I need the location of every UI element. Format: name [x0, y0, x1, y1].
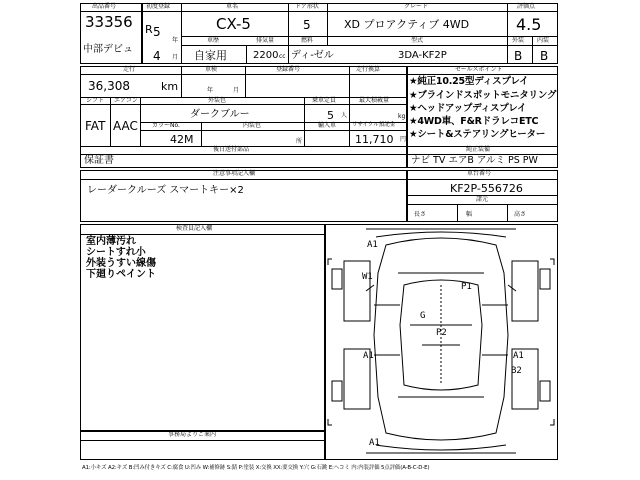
inspection-year-unit: 年	[207, 87, 214, 94]
ac-value: AAC	[113, 119, 138, 133]
doors-value: 5	[303, 18, 311, 32]
grade-value: XD プロアクティブ 4WD	[344, 18, 470, 31]
grade-label: グレード	[404, 3, 429, 10]
score-label: 評価点	[517, 3, 536, 10]
color-no-value: 42M	[170, 133, 194, 146]
displacement-unit: cc	[279, 53, 286, 60]
chassis-label: 車台番号	[467, 170, 492, 177]
damage-mark: A1	[369, 438, 380, 448]
equip-label: 純正装備	[466, 146, 491, 153]
equip-value: ナビ TV エアB アルミ PS PW	[411, 155, 538, 166]
shift-value: FAT	[85, 119, 106, 133]
car-diagram	[325, 224, 558, 460]
inspector-line: 室内薄汚れ	[86, 236, 136, 247]
usage-label: 車歴	[207, 37, 220, 44]
car-name-label: 車名	[226, 3, 239, 10]
year-value: 5	[153, 25, 161, 39]
mileage-value: 36,308	[88, 79, 130, 93]
damage-mark: W1	[362, 272, 373, 282]
damage-mark: P2	[436, 328, 447, 338]
chassis-value: KF2P-556726	[450, 182, 523, 195]
sales-point-item: ★ヘッドアップディスプレイ	[409, 103, 527, 114]
inspector-line: 下廻りペイント	[86, 269, 156, 280]
mile-check-label: 走行換算	[356, 66, 381, 73]
mileage-unit: km	[161, 80, 179, 93]
first-reg-label: 初度登録	[146, 3, 171, 10]
sales-point-item: ★4WD車、F&RドラレコETC	[409, 116, 539, 127]
extras-label: 後日送付部品	[213, 146, 250, 153]
inspector-label: 検査員記入欄	[176, 225, 213, 232]
office-label: 事務局よりご案内	[168, 431, 217, 438]
displacement-label: 排気量	[256, 37, 275, 44]
recycle-unit: 円	[400, 136, 407, 143]
inspection-month-unit: 月	[233, 87, 240, 94]
inspector-line: シートすれ小	[86, 247, 146, 258]
capacity-label: 乗車定員	[312, 97, 337, 104]
inspector-line: 外装うすい線傷	[86, 258, 156, 269]
lot-number: 33356	[85, 13, 133, 31]
debut-label: 中部デビュ	[83, 44, 133, 55]
dims-label: 諸元	[476, 196, 489, 203]
car-name: CX-5	[216, 15, 251, 33]
exterior-color: ダークブルー	[190, 109, 250, 120]
exterior-color-label: 外装色	[208, 97, 227, 104]
fuel-value: ディ-ゼル	[291, 50, 334, 61]
car-outline-drawing	[326, 225, 557, 459]
displacement-value: 2200	[253, 50, 279, 61]
recycle-value: 11,710	[355, 133, 394, 146]
legend-text: A1:小キズ A2:キズ B:凹み付きキズ C:腐食 U:凹み W:補修跡 S:錆 P:塗装 X:交換 XX:要交換 Y:穴 G:石跳 E:ヘコミ 内:内装評価 5点評価(A-B-C-D-E)	[82, 465, 430, 471]
era: R	[145, 23, 153, 36]
import-unit: 所	[296, 138, 303, 145]
max-load-label: 最大積載量	[359, 97, 390, 104]
notes-text: レーダークルーズ スマートキー×2	[87, 185, 244, 196]
exterior-grade-label: 外装	[512, 37, 525, 44]
sales-point-item: ★純正10.25型ディスプレイ	[409, 76, 529, 87]
damage-mark: A1	[363, 351, 374, 361]
sales-point-item: ★シート&ステアリングヒーター	[409, 129, 546, 140]
length-label: 長さ	[414, 211, 427, 218]
month-value: 4	[153, 49, 161, 63]
width-label: 幅	[466, 211, 473, 218]
recycle-label: リサイクル預託金	[352, 122, 396, 128]
height-label: 高さ	[514, 211, 527, 218]
shift-label: シフト	[86, 97, 105, 104]
exterior-grade: B	[514, 49, 523, 63]
model-label: 型式	[411, 37, 424, 44]
ac-label: エアコン	[114, 97, 138, 104]
mileage-label: 走行	[123, 66, 136, 73]
usage-value: 自家用	[194, 49, 227, 62]
model-value: 3DA-KF2P	[398, 50, 447, 61]
damage-mark: A1	[513, 351, 524, 361]
capacity-unit: 人	[341, 112, 348, 119]
doors-label: ドア形状	[295, 3, 319, 10]
interior-grade: B	[540, 49, 549, 63]
month-unit: 月	[172, 54, 179, 61]
reg-no-label: 登録番号	[276, 66, 301, 73]
sales-point-item: ★ブラインドスポットモニタリング	[409, 90, 557, 101]
damage-mark: G	[420, 311, 426, 321]
interior-grade-label: 内装	[537, 37, 550, 44]
interior-color-label: 内装色	[243, 122, 262, 129]
sales-points-label: セールスポイント	[455, 66, 503, 73]
notes-block	[80, 170, 407, 222]
warranty-value: 保証書	[84, 155, 114, 166]
lot-label: 出品番号	[92, 3, 117, 10]
year-unit: 年	[172, 37, 179, 44]
color-no-label: カラーNo.	[152, 122, 180, 129]
damage-mark: P1	[461, 282, 472, 292]
damage-mark: B2	[511, 366, 522, 376]
max-load-unit: kg	[398, 113, 406, 120]
score-value: 4.5	[516, 15, 542, 34]
capacity-value: 5	[327, 109, 334, 122]
damage-mark: A1	[367, 240, 378, 250]
inspection-label: 車検	[205, 66, 218, 73]
fuel-label: 燃料	[301, 37, 314, 44]
import-label: 輸入車	[318, 122, 337, 129]
notes-label: 注意事項記入欄	[213, 170, 256, 177]
